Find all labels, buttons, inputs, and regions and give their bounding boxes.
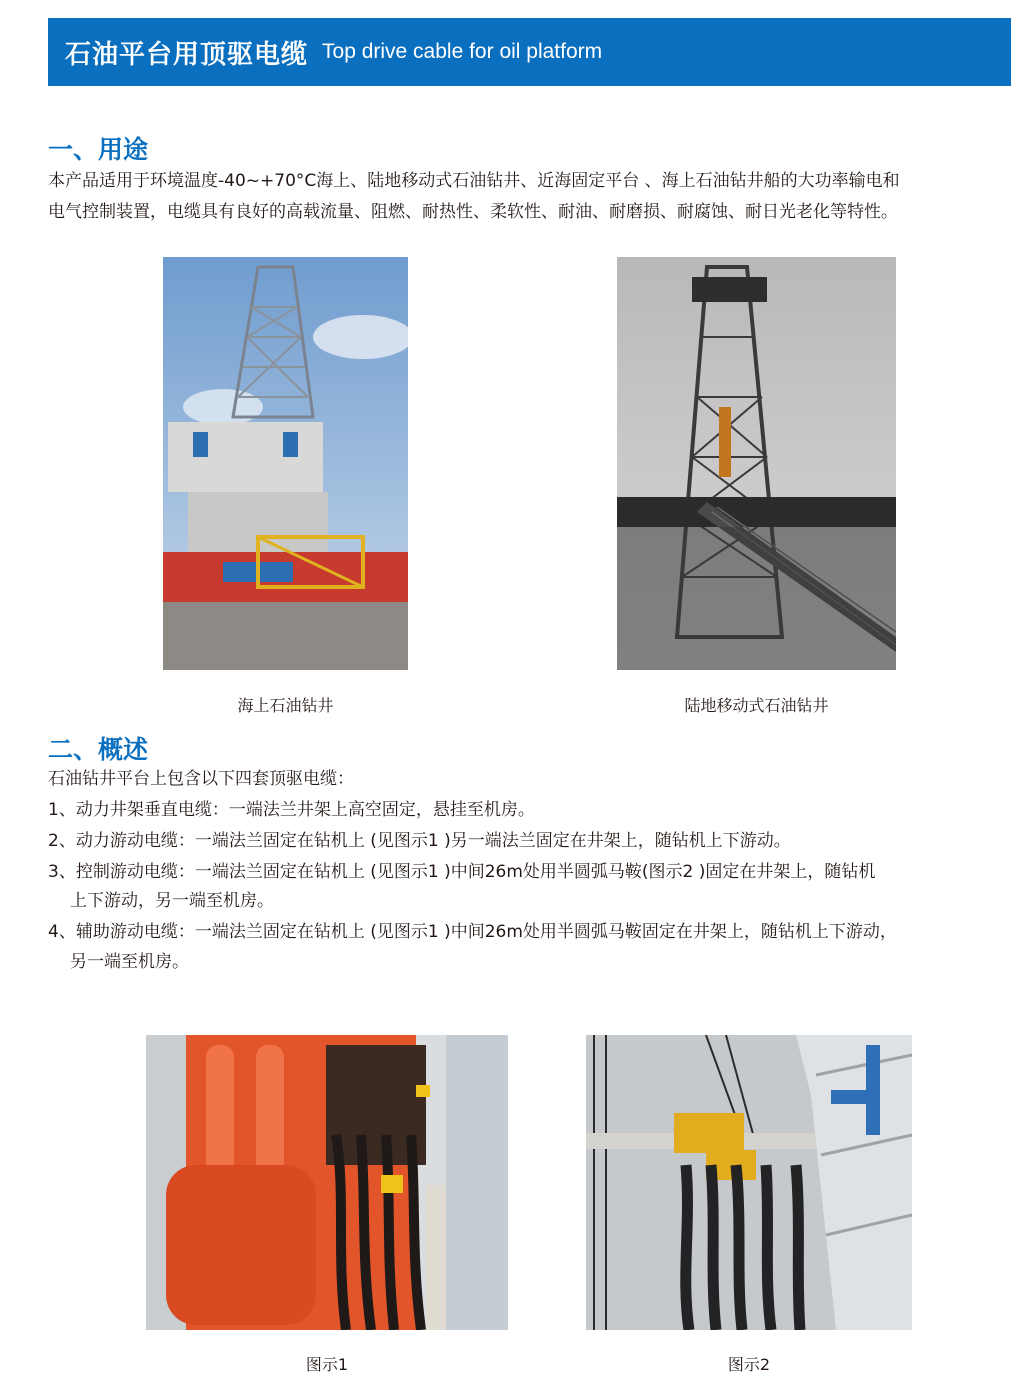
usage-text-line-1: 本产品适用于环境温度-40~+70°C海上、陆地移动式石油钻井、近海固定平台 、海上石油钻井船的大功率输电和 [48, 171, 900, 191]
overview-intro: 石油钻井平台上包含以下四套顶驱电缆： [48, 769, 354, 789]
header-title-en: Top drive cable for oil platform [322, 40, 603, 63]
header-bar [48, 18, 1011, 86]
caption-figure-1: 图示1 [305, 1355, 349, 1374]
usage-text-line-2: 电气控制装置，电缆具有良好的高载流量、阻燃、耐热性、柔软性、耐油、耐磨损、耐腐蚀、耐日光老化等特性。 [48, 202, 898, 222]
caption-offshore-drilling: 海上石油钻井 [237, 696, 334, 715]
figure-1-photo [146, 1035, 508, 1330]
section-heading-usage: 一、用途 [48, 135, 149, 164]
overview-item-4-cont: 另一端至机房。 [70, 952, 189, 972]
caption-land-drilling: 陆地移动式石油钻井 [684, 696, 829, 715]
land-drilling-photo [617, 257, 896, 670]
offshore-drilling-photo [163, 257, 408, 670]
caption-figure-2: 图示2 [727, 1355, 771, 1374]
overview-item-4: 4、辅助游动电缆：一端法兰固定在钻机上 (见图示1 )中间26m处用半圆弧马鞍固定在井架上，随钻机上下游动， [48, 922, 897, 942]
figure-2-photo [586, 1035, 912, 1330]
overview-item-3: 3、控制游动电缆：一端法兰固定在钻机上 (见图示1 )中间26m处用半圆弧马鞍(图示2 )固定在井架上，随钻机 [48, 862, 876, 882]
overview-item-2: 2、动力游动电缆：一端法兰固定在钻机上 (见图示1 )另一端法兰固定在井架上，随钻机上下游动。 [48, 831, 791, 851]
section-heading-overview: 二、概述 [48, 735, 149, 764]
overview-item-3-cont: 上下游动，另一端至机房。 [70, 891, 274, 911]
overview-item-1: 1、动力井架垂直电缆：一端法兰井架上高空固定，悬挂至机房。 [48, 800, 535, 820]
header-title-zh: 石油平台用顶驱电缆 [65, 39, 309, 70]
